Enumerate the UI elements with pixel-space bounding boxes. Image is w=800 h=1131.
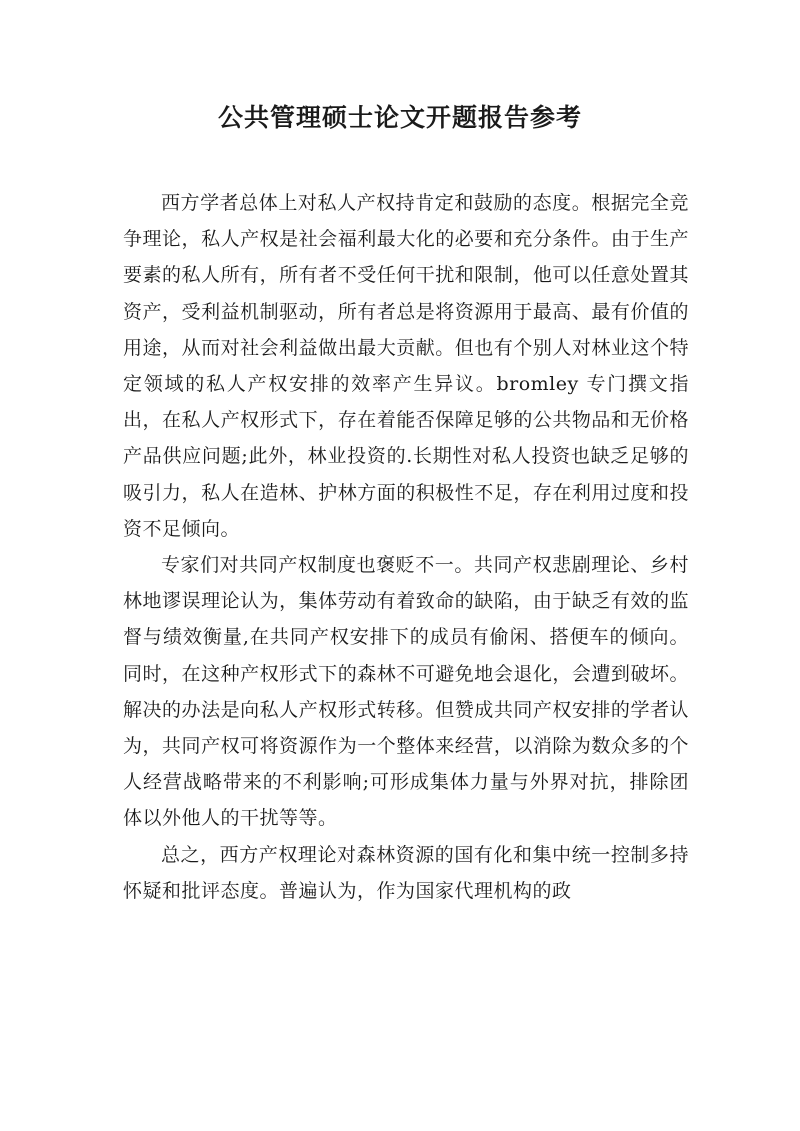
paragraph: 西方学者总体上对私人产权持肯定和鼓励的态度。根据完全竞争理论，私人产权是社会福利最大化的必要和充分条件。由于生产要素的私人所有，所有者不受任何干扰和限制，他可以任意处置其资产，受利益机制驱动，所有者总是将资源用于最高、最有价值的用途，从而对社会利益做出最大贡献。但也有个别人对林业这个特定领域的私人产权安排的效率产生异议。bromley 专门撰文指出，在私人产权形式下，存在着能否保障足够的公共物品和无价格产品供应问题;此外，林业投资的.长期性对私人投资也缺乏足够的吸引力，私人在造林、护林方面的积极性不足，存在利用过度和投资不足倾向。 — [123, 192, 689, 540]
paragraph: 专家们对共同产权制度也褒贬不一。共同产权悲剧理论、乡村林地谬误理论认为，集体劳动有着致命的缺陷，由于缺乏有效的监督与绩效衡量,在共同产权安排下的成员有偷闲、搭便车的倾向。同时，在这种产权形式下的森林不可避免地会退化，会遭到破坏。解决的办法是向私人产权形式转移。但赞成共同产权安排的学者认为，共同产权可将资源作为一个整体来经营，以消除为数众多的个人经营战略带来的不利影响;可形成集体力量与外界对抗，排除团体以外他人的干扰等等。 — [123, 554, 689, 830]
paragraph: 总之，西方产权理论对森林资源的国有化和集中统一控制多持怀疑和批评态度。普遍认为，作为国家代理机构的政 — [123, 843, 689, 902]
document-body — [123, 185, 689, 909]
document-title: 公共管理硕士论文开题报告参考 — [217, 103, 582, 132]
